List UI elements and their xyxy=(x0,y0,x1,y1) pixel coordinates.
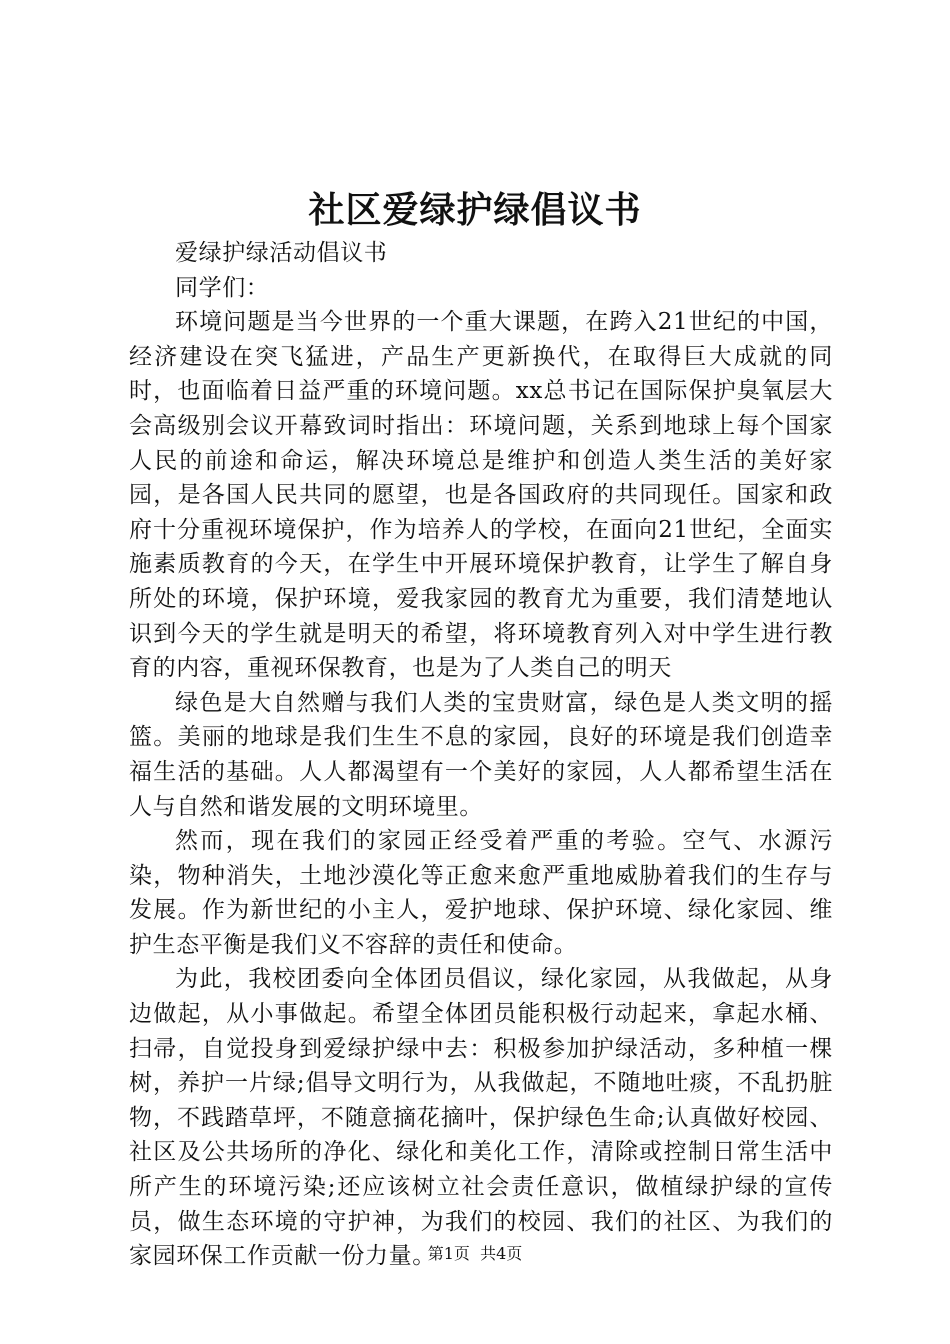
salutation-paragraph: 同学们： xyxy=(175,274,270,301)
document-body xyxy=(129,236,833,1274)
page-number: 第1页 xyxy=(427,1244,470,1263)
body-paragraph: 为此，我校团委向全体团员倡议，绿化家园，从我做起，从身边做起，从小事做起。希望全体团员能积极行动起来，拿起水桶、扫帚，自觉投身到爱绿护绿中去：积极参加护绿活动，多种植一棵树，养护一片绿;倡导文明行为，从我做起，不随地吐痰，不乱扔脏物，不践踏草坪，不随意摘花摘叶，保护绿色生命;认真做好校园、社区及公共场所的净化、绿化和美化工作，清除或控制日常生活中所产生的环境污染;还应该树立社会责任意识，做植绿护绿的宣传员，做生态环境的守护神，为我们的校园、我们的社区、为我们的家园环保工作贡献一份力量。 xyxy=(129,966,833,1270)
page-footer xyxy=(0,1244,950,1264)
body-paragraph: 绿色是大自然赠与我们人类的宝贵财富，绿色是人类文明的摇篮。美丽的地球是我们生生不息的家园，良好的环境是我们创造幸福生活的基础。人人都渴望有一个美好的家园，人人都希望生活在人与自然和谐发展的文明环境里。 xyxy=(129,689,833,820)
body-paragraph: 环境问题是当今世界的一个重大课题，在跨入21世纪的中国，经济建设在突飞猛进，产品生产更新换代，在取得巨大成就的同时，也面临着日益严重的环境问题。xx总书记在国际保护臭氧层大会高级别会议开幕致词时指出：环境问题，关系到地球上每个国家人民的前途和命运，解决环境总是维护和创造人类生活的美好家园，是各国人民共同的愿望，也是各国政府的共同现任。国家和政府十分重视环境保护，作为培养人的学校，在面向21世纪，全面实施素质教育的今天，在学生中开展环境保护教育，让学生了解自身所处的环境，保护环境，爱我家园的教育尤为重要，我们清楚地认识到今天的学生就是明天的希望，将环境教育列入对中学生进行教育的内容，重视环保教育，也是为了人类自己的明天 xyxy=(129,309,833,682)
document-title: 社区爱绿护绿倡议书 xyxy=(308,189,642,231)
body-paragraph: 然而，现在我们的家园正经受着严重的考验。空气、水源污染，物种消失，土地沙漠化等正愈来愈严重地威胁着我们的生存与发展。作为新世纪的小主人，爱护地球、保护环境、绿化家园、维护生态平衡是我们义不容辞的责任和使命。 xyxy=(129,828,833,958)
footer-separator xyxy=(470,1244,480,1263)
subtitle-paragraph: 爱绿护绿活动倡议书 xyxy=(175,240,388,266)
page-total: 共4页 xyxy=(480,1244,523,1263)
